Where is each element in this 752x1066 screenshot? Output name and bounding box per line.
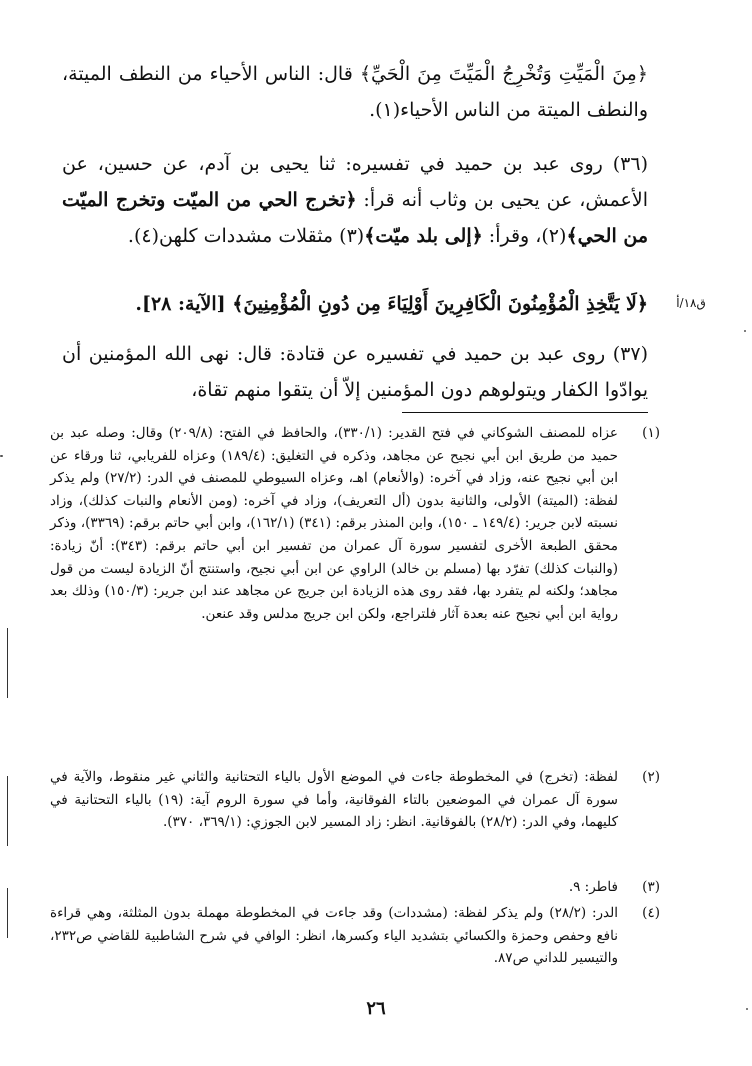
scan-speck: [744, 330, 746, 332]
footnote-separator: [402, 412, 648, 413]
paragraph-37: [62, 336, 648, 408]
footnote-number: (٣): [642, 879, 660, 895]
footnote-4: [50, 902, 660, 970]
footnote-number: (١): [642, 425, 660, 441]
scan-speck: [746, 1008, 748, 1010]
paragraph-36: [62, 146, 648, 254]
paragraph-continuation: [62, 56, 648, 128]
paragraph-text: (٣) مثقلات مشددات كلهن(٤).: [127, 225, 365, 247]
scan-margin-mark: [7, 628, 8, 698]
quranic-reading: ﴿إلى بلد ميّت﴾: [364, 225, 483, 247]
footnote-2: [50, 766, 660, 834]
scan-margin-mark: [7, 776, 8, 846]
footnote-1: [50, 422, 660, 625]
paragraph-text: (٣٦) روى عبد بن حميد في تفسيره: ثنا يحيى بن آدم، عن حسين، عن الأعمش، عن يحيى بن وثاب أنه قرأ:: [62, 153, 648, 211]
footnote-number: (٤): [642, 905, 660, 921]
scan-margin-mark: [7, 888, 8, 938]
footnote-3: [50, 876, 660, 899]
footnote-text: لفظة: (تخرج) في المخطوطة جاءت في الموضع الأول بالياء التحتانية والثاني غير منقوط، والآية في سورة آل عمران في الموضعين بالتاء الفوقانية، وأما في سورة الروم آية: (١٩) بالياء التحتانية في كليهما، وفي الدر: (٢٨/٢) بالفوقانية. انظر: زاد المسير لابن الجوزي: (٣٦٩/١، ٣٧٠).: [50, 769, 618, 831]
paragraph-text: (٢)، وقرأ:: [482, 225, 567, 247]
verse-heading: [62, 286, 648, 322]
footnote-text: الدر: (٢٨/٢) ولم يذكر لفظة: (مشددات) وقد جاءت في المخطوطة مهملة بدون المثلثة، وهي قراءة نافع وحفص وحمزة والكسائي بتشديد الياء وكسرها، انظر: الوافي في شرح الشاطبية للقاضي ص٢٣٢، والتيسير للداني ص٨٧.: [50, 905, 619, 967]
verse-text: ﴿لَا يَتَّخِذِ الْمُؤْمِنُونَ الْكَافِرِينَ أَوْلِيَاءَ مِن دُونِ الْمُؤْمِنِينَ﴾ [الآية: ٢٨].: [135, 293, 648, 315]
footnote-number: (٢): [642, 769, 660, 785]
paragraph-text: ﴿مِنَ الْمَيِّتِ وَتُخْرِجُ الْمَيِّتَ مِنَ الْحَيِّ﴾ قال: الناس الأحياء من النطف الميتة، والنطف الميتة من الناس الأحياء(١).: [62, 63, 648, 121]
scan-speck: [0, 455, 3, 457]
manuscript-folio-note: ق١٨/أ: [676, 296, 706, 310]
quranic-reading: ﴿تخرج الحي من الميّت وتخرج الميّت من الحي﴾: [62, 189, 648, 247]
paragraph-text: (٣٧) روى عبد بن حميد في تفسيره عن قتادة: قال: نهى الله المؤمنين أن يوادّوا الكفار ويتولوهم دون المؤمنين إلاّ أن يتقوا منهم تقاة،: [62, 343, 648, 401]
page-number: ٢٦: [366, 998, 386, 1019]
footnote-text: فاطر: ٩.: [568, 879, 618, 895]
footnote-text: عزاه للمصنف الشوكاني في فتح القدير: (٣٣٠/١)، والحافظ في الفتح: (٢٠٩/٨) وقال: وصله عبد بن حميد من طريق ابن أبي نجيح عن مجاهد، وذكره في التغليق: (١٨٩/٤) وعزاه للفريابي، ثنا ورقاء عن ابن أبي نجيح عنه، وزاد في آخره: (والأنعام) اهـ، وعزاه السيوطي للمصنف في الدر: (٢٧/٢) ولم يذكر لفظة: (الميتة) الأولى، والثانية بدون (أل التعريف)، وزاد في آخره: (ومن الأنعام والنبات كذلك)، وزاد نسبته لابن جرير: (١٤٩/٤ ـ ١٥٠)، وابن المنذر برقم: (٣٤١) (١٦٢/١)، وابن أبي حاتم برقم: (٣٣٦٩)، وذكر محقق الطبعة الأخرى لتفسير سورة آل عمران من تفسير ابن أبي حاتم برقم: (٣٤٣): أنّ زيادة: (والنبات كذلك) تفرّد بها (مسلم بن خالد) الراوي عن ابن أبي نجيح، واستنتج أنّ الزيادة ليست من قول مجاهد؛ ولكنه لم يتفرد بها، فقد روى هذه الزيادة ابن جريج عن مجاهد عند ابن جرير: (١٥٠/٣) وذلك بعد رواية ابن أبي نجيح عنه بعدة آثار فلتراجع، ولكن ابن جريج مدلس وقد عنعن.: [50, 425, 618, 622]
